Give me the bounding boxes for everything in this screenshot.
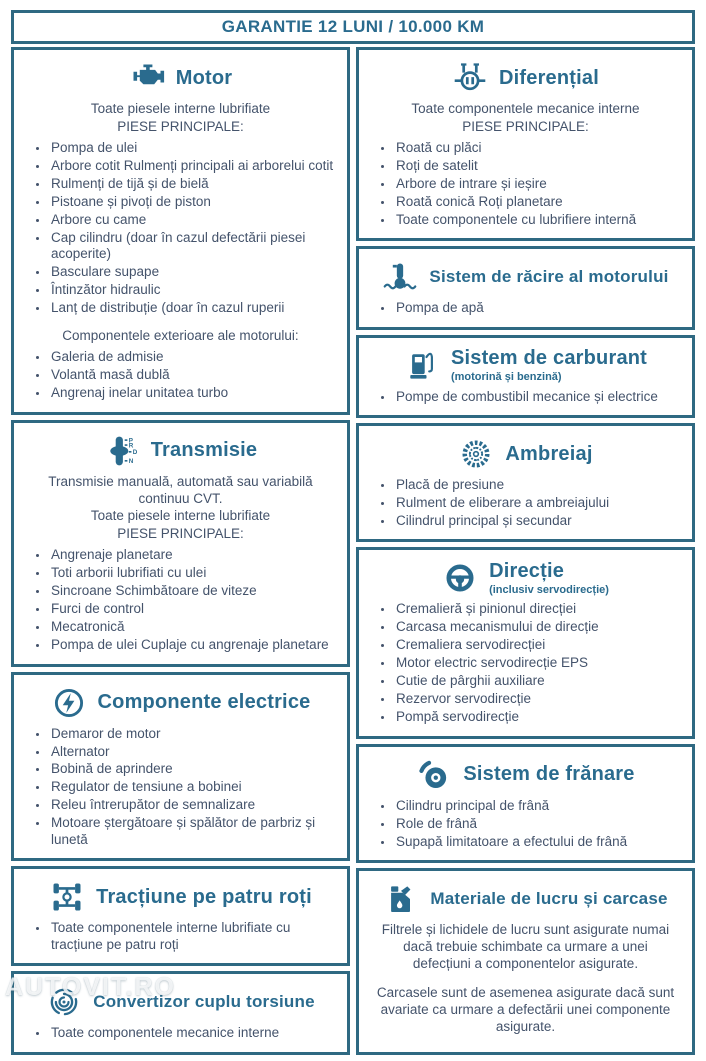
- section-sistem-carburant: [356, 335, 695, 418]
- bullet-list: [22, 140, 339, 317]
- four-wheel-drive-icon: [49, 879, 85, 915]
- section-title-wrap: [430, 890, 667, 908]
- bullet-list: [367, 389, 684, 405]
- torque-converter-icon: [46, 984, 82, 1020]
- list-item: • Supapă limitatoare a efectului de frână: [394, 834, 684, 850]
- center-text: Toate piesele interne lubrifiate: [90, 508, 271, 524]
- list-item: • Pompe de combustibil mecanice și electrice: [394, 389, 684, 405]
- list-item: • Motoare ștergătoare și spălător de parbriz și lunetă: [49, 815, 339, 848]
- page-title: GARANTIE 12 LUNI / 10.000 KM: [221, 17, 485, 36]
- columns-container: [11, 47, 695, 1055]
- section-materiale-lucru: [356, 868, 695, 1055]
- section-title-wrap: [96, 887, 312, 908]
- clutch-disc-icon: [458, 436, 494, 472]
- list-item: • Regulator de tensiune a bobinei: [49, 779, 339, 795]
- engine-icon: [129, 60, 165, 96]
- bullet-list: [22, 1025, 339, 1041]
- list-item: • Basculare supape: [49, 264, 339, 280]
- section-header: [26, 879, 335, 915]
- section-header: [371, 757, 680, 793]
- center-text: PIESE PRINCIPALE:: [462, 118, 589, 134]
- list-item: • Galeria de admisie: [49, 349, 339, 365]
- lightning-icon: [51, 685, 87, 721]
- section-title: Sistem de răcire al motorului: [429, 267, 669, 287]
- list-item: • Motor electric servodirecție EPS: [394, 655, 684, 671]
- list-item: • Role de frână: [394, 816, 684, 832]
- list-item: • Rulment de eliberare a ambreiajului: [394, 495, 684, 511]
- section-directie: [356, 547, 695, 738]
- section-title-wrap: [176, 68, 233, 89]
- steering-wheel-icon: [442, 560, 478, 596]
- list-item: • Întinzător hidraulic: [49, 282, 339, 298]
- list-item: • Furci de control: [49, 601, 339, 617]
- bullet-list: [367, 140, 684, 228]
- section-header: [26, 433, 335, 469]
- section-header: [371, 348, 680, 384]
- list-item: • Roată conică Roți planetare: [394, 194, 684, 210]
- fuel-pump-icon: [404, 348, 440, 384]
- brake-disc-icon: [416, 757, 452, 793]
- section-title: Direcție: [489, 559, 565, 582]
- center-text: PIESE PRINCIPALE:: [117, 526, 244, 542]
- list-item: • Demaror de motor: [49, 726, 339, 742]
- list-item: • Carcasa mecanismului de direcție: [394, 619, 684, 635]
- gear-shifter-icon: [104, 433, 140, 469]
- list-item: • Toate componentele mecanice interne: [49, 1025, 339, 1041]
- section-motor: [11, 47, 350, 415]
- list-item: • Volantă masă dublă: [49, 367, 339, 383]
- section-header: [26, 60, 335, 96]
- bullet-list: [22, 349, 339, 401]
- bullet-list: [367, 300, 684, 316]
- section-header: [371, 60, 680, 96]
- section-title-wrap: [451, 348, 647, 383]
- list-item: • Cremalieră și pinionul direcției: [394, 601, 684, 617]
- section-title-wrap: [463, 764, 634, 785]
- section-title-wrap: [429, 268, 668, 286]
- oil-canister-icon: [383, 881, 419, 917]
- section-title: Sistem de carburant: [450, 347, 648, 370]
- section-header: [371, 259, 680, 295]
- bullet-list: [22, 547, 339, 653]
- section-title-wrap: [489, 561, 609, 596]
- list-item: • Toate componentele cu lubrifiere internă: [394, 212, 684, 228]
- list-item: • Pompa de apă: [394, 300, 684, 316]
- list-item: • Rezervor servodirecție: [394, 691, 684, 707]
- list-item: • Sincroane Schimbătoare de viteze: [49, 583, 339, 599]
- section-subtitle: (inclusiv servodirecție): [489, 583, 609, 596]
- section-title: Componente electrice: [97, 691, 311, 714]
- list-item: • Mecatronică: [49, 619, 339, 635]
- list-item: • Pompă servodirecție: [394, 709, 684, 725]
- section-title: Diferențial: [498, 66, 599, 89]
- section-sistem-franare: [356, 744, 695, 863]
- section-title-wrap: [93, 993, 315, 1011]
- list-item: • Arbore cotit Rulmenți principali ai arborelui cotit: [49, 158, 339, 174]
- center-text: Toate piesele interne lubrifiate: [90, 101, 271, 116]
- bullet-list: [22, 920, 339, 953]
- list-item: • Pompa de ulei Cuplaje cu angrenaje planetare: [49, 637, 339, 653]
- list-item: • Pistoane și pivoți de piston: [49, 194, 339, 210]
- section-title-wrap: [151, 440, 258, 461]
- section-title: Sistem de frănare: [463, 763, 635, 786]
- thermometer-icon: [382, 259, 418, 295]
- section-title-wrap: [505, 444, 592, 465]
- list-item: • Arbore de intrare și ieșire: [394, 176, 684, 192]
- list-item: • Arbore cu came: [49, 212, 339, 228]
- center-text: Filtrele și lichidele de lucru sunt asigurate numai dacă trebuie schimbate ca urmare a unei defecțiuni a componentelor asigurate.: [381, 922, 670, 971]
- list-item: • Angrenaj inelar unitatea turbo: [49, 385, 339, 401]
- section-convertizor-cuplu: [11, 971, 350, 1054]
- center-text: PIESE PRINCIPALE:: [117, 118, 244, 134]
- section-header: [371, 560, 680, 596]
- list-item: • Bobină de aprindere: [49, 761, 339, 777]
- center-text: Toate componentele mecanice interne: [411, 101, 640, 116]
- section-header: [371, 881, 680, 917]
- center-text: Carcasele sunt de asemenea asigurate dacă sunt avariate ca urmare a defectării unei componente asigurate.: [376, 984, 675, 1034]
- bullet-list: [367, 477, 684, 529]
- section-title: Materiale de lucru și carcase: [430, 889, 668, 909]
- list-item: • Cremaliera servodirecției: [394, 637, 684, 653]
- list-item: • Angrenaje planetare: [49, 547, 339, 563]
- section-header: [371, 436, 680, 472]
- section-title: Motor: [175, 66, 233, 89]
- column-left: [11, 47, 350, 1055]
- list-item: • Cap cilindru (doar în cazul defectării piesei acoperite): [49, 230, 339, 263]
- watermark: AUTOVIT.RO: [5, 973, 176, 1001]
- list-item: • Roți de satelit: [394, 158, 684, 174]
- section-header: [26, 984, 335, 1020]
- section-sistem-racire: [356, 246, 695, 329]
- section-title: Transmisie: [150, 439, 258, 462]
- section-diferential: [356, 47, 695, 241]
- section-ambreiaj: [356, 423, 695, 542]
- section-title: Tracțiune pe patru roți: [96, 885, 312, 908]
- list-item: • Lanț de distribuție (doar în cazul ruperii: [49, 300, 339, 316]
- list-item: • Cilindrul principal și secundar: [394, 513, 684, 529]
- list-item: • Cilindru principal de frână: [394, 798, 684, 814]
- bullet-list: [367, 798, 684, 850]
- section-componente-electrice: [11, 672, 350, 862]
- section-header: [26, 685, 335, 721]
- section-title: Convertizor cuplu torsiune: [93, 992, 315, 1012]
- list-item: • Roată cu plăci: [394, 140, 684, 156]
- list-item: • Releu întrerupător de semnalizare: [49, 797, 339, 813]
- bullet-list: [22, 726, 339, 849]
- section-title: Ambreiaj: [505, 442, 593, 465]
- list-item: • Pompa de ulei: [49, 140, 339, 156]
- center-text: Componentele exterioare ale motorului:: [62, 328, 299, 344]
- center-text: Transmisie manuală, automată sau variabilă continuu CVT.: [48, 473, 313, 506]
- list-item: • Rulmenți de tijă și de bielă: [49, 176, 339, 192]
- section-title-wrap: [98, 692, 311, 713]
- list-item: • Toti arborii lubrifiati cu ulei: [49, 565, 339, 581]
- list-item: • Cutie de pârghii auxiliare: [394, 673, 684, 689]
- list-item: • Placă de presiune: [394, 477, 684, 493]
- list-item: • Alternator: [49, 744, 339, 760]
- section-subtitle: (motorină și benzină): [450, 371, 562, 384]
- header-box: [11, 10, 695, 44]
- list-item: • Toate componentele interne lubrifiate cu tracțiune pe patru roți: [49, 920, 339, 953]
- column-right: [356, 47, 695, 1055]
- section-title-wrap: [499, 68, 599, 89]
- section-transmisie: [11, 420, 350, 667]
- section-tractiune-patru-roti: [11, 866, 350, 966]
- differential-icon: [452, 60, 488, 96]
- bullet-list: [367, 601, 684, 725]
